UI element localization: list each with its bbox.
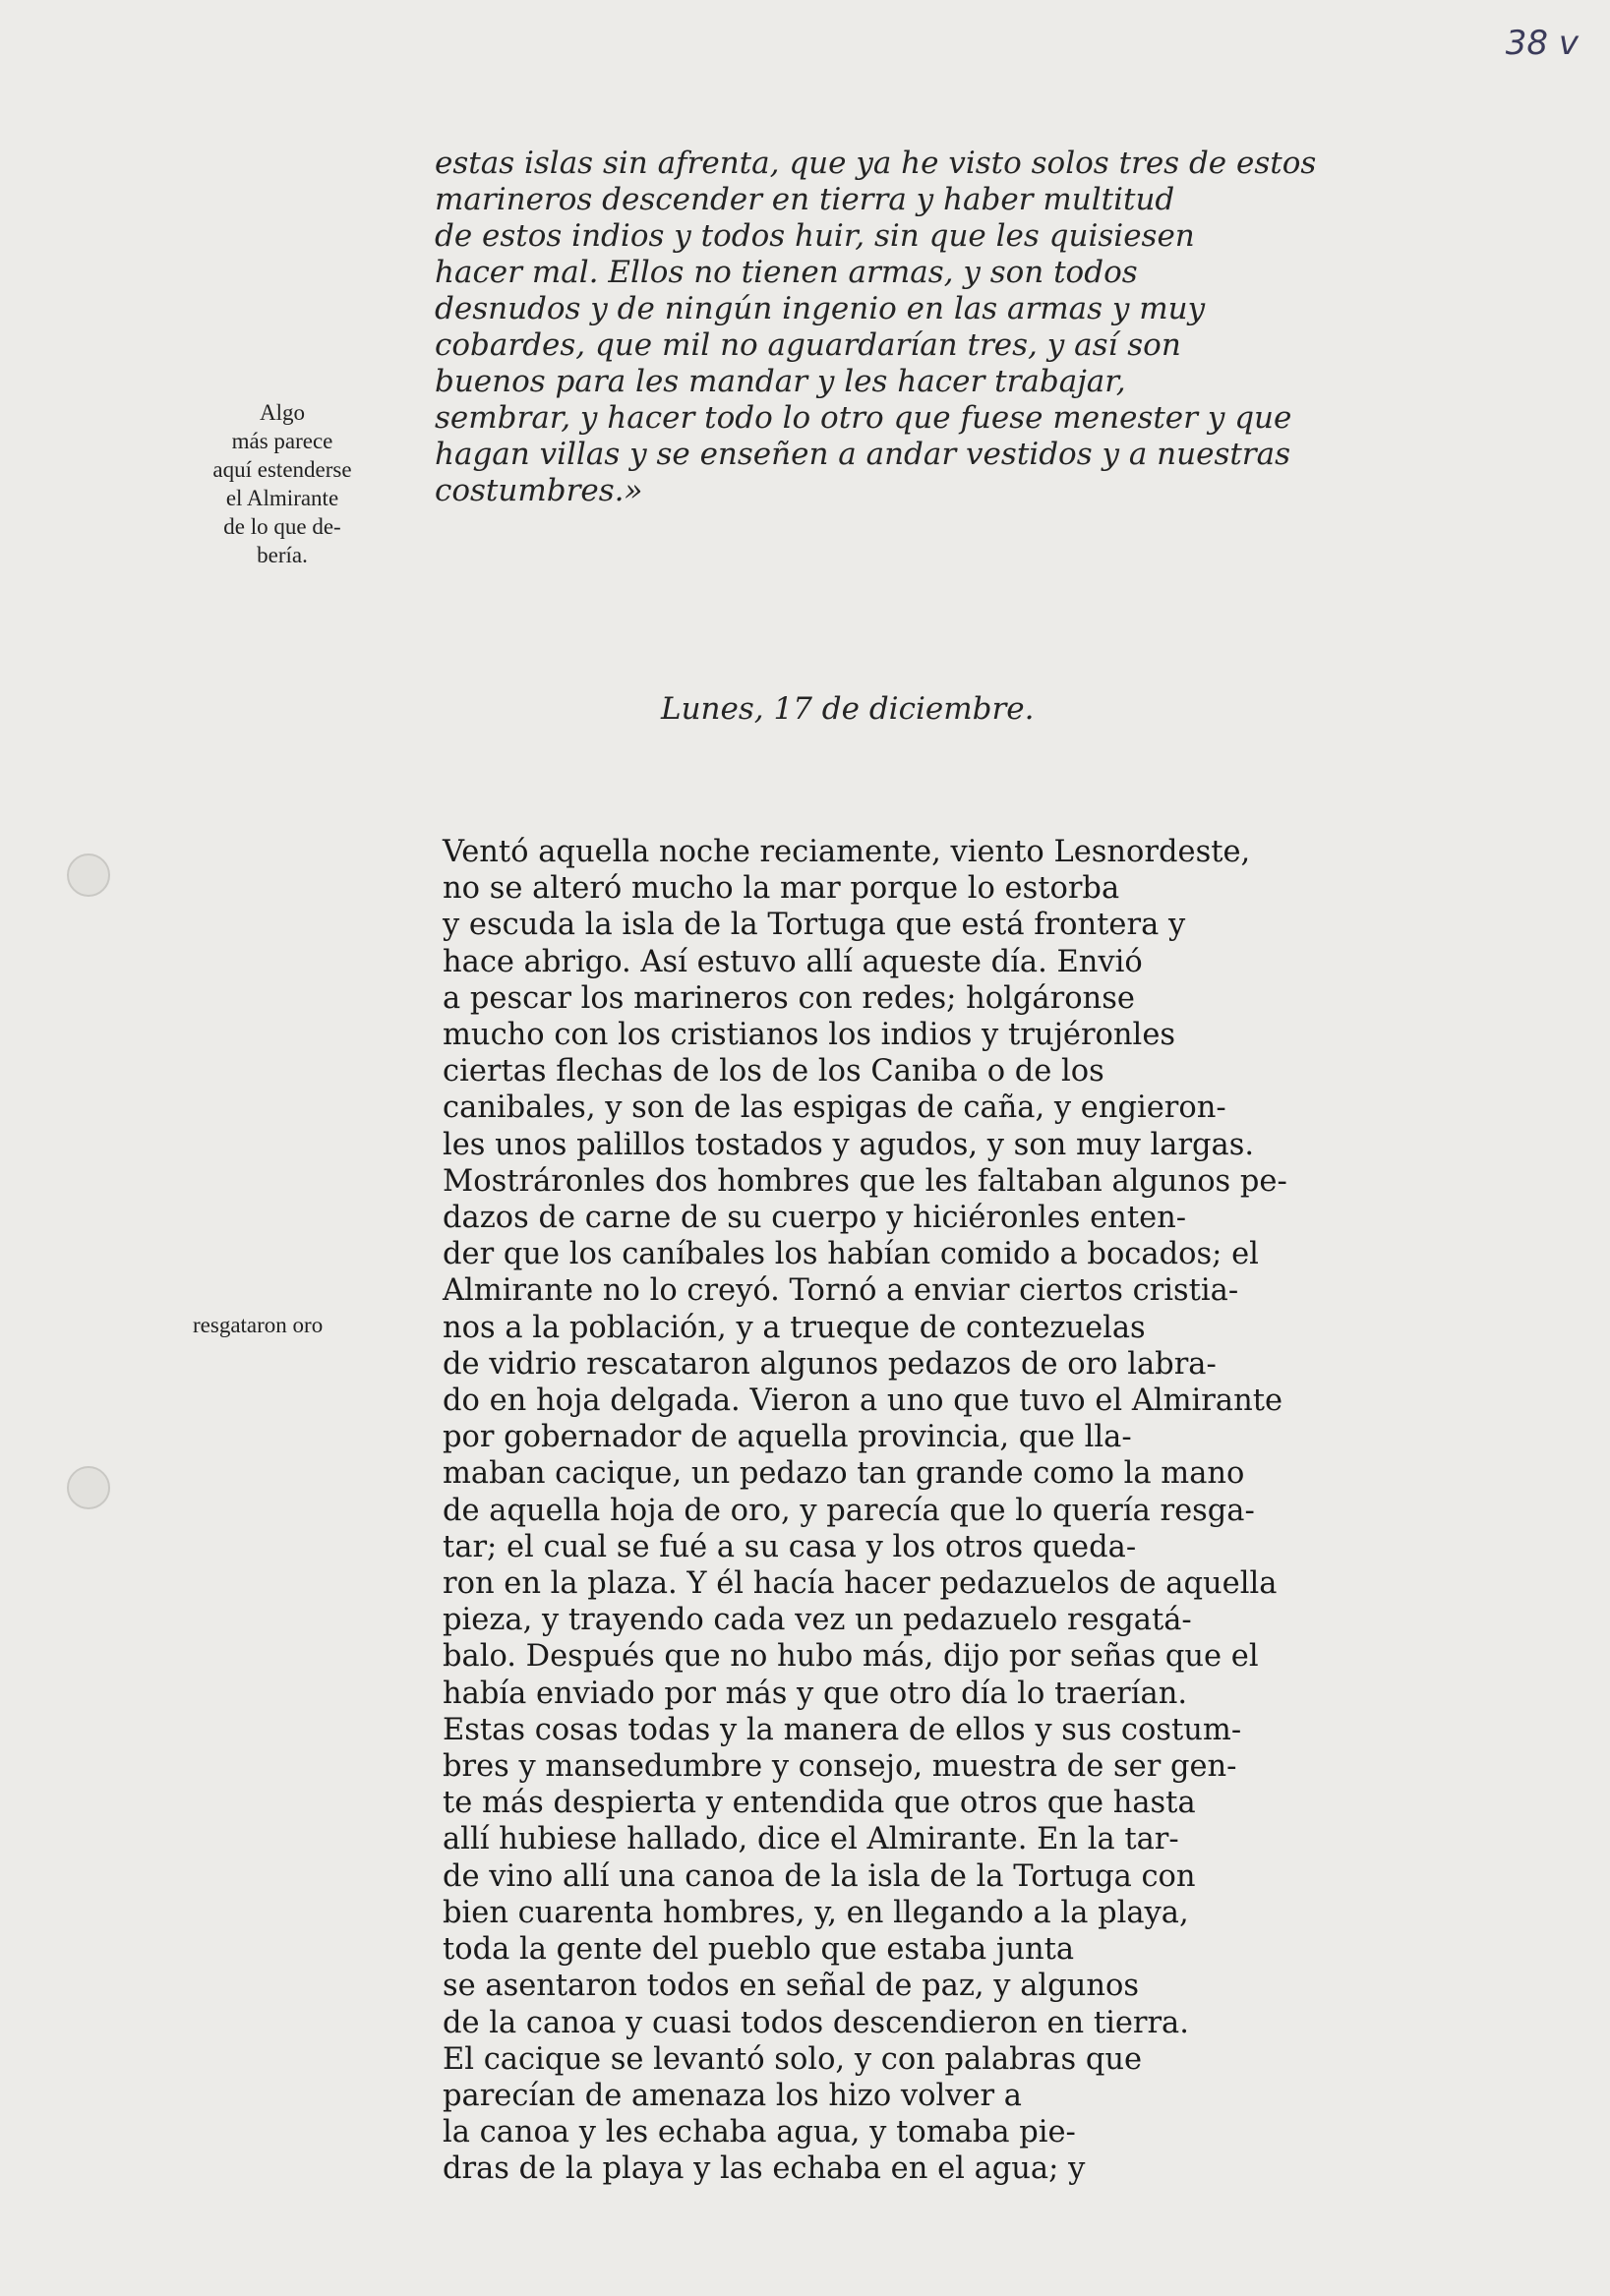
quoted-line: hacer mal. Ellos no tienen armas, y son todos [435, 255, 1138, 290]
margin-note-gold: resgataron oro [193, 1313, 324, 1337]
body-line: Mostráronles dos hombres que les faltaban algunos pe- [443, 1163, 1287, 1199]
body-line: pieza, y trayendo cada vez un pedazuelo resgatá- [443, 1603, 1192, 1638]
body-line: bien cuarenta hombres, y, en llegando a la playa, [443, 1895, 1189, 1930]
margin-note-line: el Almirante [225, 486, 339, 510]
body-line: y escuda la isla de la Tortuga que está frontera y [443, 908, 1186, 943]
body-line: de la canoa y cuasi todos descendieron en tierra. [443, 2005, 1189, 2040]
body-line: El cacique se levantó solo, y con palabras que [443, 2041, 1143, 2077]
quoted-line: de estos indios y todos huir, sin que les quisiesen [435, 218, 1195, 254]
body-line: toda la gente del pueblo que estaba junta [443, 1932, 1075, 1968]
quoted-passage [435, 146, 1418, 509]
body-line: allí hubiese hallado, dice el Almirante. En la tar- [443, 1822, 1179, 1857]
body-line: hace abrigo. Así estuvo allí aqueste día. Envió [443, 944, 1143, 979]
body-line: a pescar los marineros con redes; holgáronse [443, 980, 1135, 1016]
body-line: nos a la población, y a trueque de contezuelas [443, 1310, 1146, 1345]
margin-note-critique [179, 398, 386, 569]
margin-note-line: aquí estenderse [212, 457, 352, 482]
body-line: Ventó aquella noche reciamente, viento Lesnordeste, [443, 835, 1251, 869]
body-line: la canoa y les echaba agua, y tomaba pie- [443, 2115, 1076, 2150]
body-line: tar; el cual se fué a su casa y los otros queda- [443, 1529, 1137, 1564]
punch-hole-bottom [67, 1466, 110, 1509]
quoted-line: cobardes, que mil no aguardarían tres, y así son [435, 327, 1181, 363]
body-line: se asentaron todos en señal de paz, y algunos [443, 1969, 1139, 2004]
body-line: canibales, y son de las espigas de caña, y engieron- [443, 1090, 1226, 1126]
body-line: mucho con los cristianos los indios y trujéronles [443, 1018, 1176, 1053]
margin-note-line: de lo que de- [223, 514, 341, 539]
quoted-line: buenos para les mandar y les hacer trabajar, [435, 364, 1126, 399]
body-line: te más despierta y entendida que otros que hasta [443, 1786, 1196, 1821]
body-line: maban cacique, un pedazo tan grande como la mano [443, 1456, 1245, 1492]
quoted-line: hagan villas y se enseñen a andar vestidos y a nuestras [435, 437, 1291, 472]
body-line: había enviado por más y que otro día lo traerían. [443, 1676, 1188, 1711]
body-line: der que los caníbales los habían comido a bocados; el [443, 1237, 1259, 1272]
body-line: de vino allí una canoa de la isla de la Tortuga con [443, 1858, 1196, 1894]
body-line: ciertas flechas de los de los Caniba o de los [443, 1054, 1104, 1089]
body-line: dazos de carne de su cuerpo y hiciéronles enten- [443, 1201, 1187, 1236]
page-number: 38 v [1505, 24, 1579, 63]
body-line: ron en la plaza. Y él hacía hacer pedazuelos de aquella [443, 1566, 1278, 1602]
quoted-line: sembrar, y hacer todo lo otro que fuese menester y que [435, 400, 1292, 436]
quoted-line: desnudos y de ningún ingenio en las armas y muy [435, 291, 1206, 326]
margin-note-line: bería. [257, 543, 308, 567]
body-line: dras de la playa y las echaba en el agua; y [443, 2151, 1086, 2187]
body-line: les unos palillos tostados y agudos, y son muy largas. [443, 1127, 1255, 1162]
body-line: Almirante no lo creyó. Tornó a enviar ciertos cristia- [443, 1273, 1239, 1309]
body-line: bres y mansedumbre y consejo, muestra de ser gen- [443, 1749, 1237, 1785]
margin-note-line: Algo [260, 400, 305, 425]
body-line: no se alteró mucho la mar porque lo estorba [443, 871, 1120, 907]
body-line: parecían de amenaza los hizo volver a [443, 2078, 1022, 2113]
body-line: balo. Después que no hubo más, dijo por señas que el [443, 1639, 1259, 1675]
diary-entry-body [443, 834, 1426, 2188]
body-line: do en hoja delgada. Vieron a uno que tuvo el Almirante [443, 1383, 1283, 1419]
quoted-line: marineros descender en tierra y haber multitud [435, 182, 1175, 217]
margin-note-line: más parece [231, 429, 333, 453]
body-line: de vidrio rescataron algunos pedazos de oro labra- [443, 1346, 1217, 1382]
body-line: Estas cosas todas y la manera de ellos y sus costum- [443, 1712, 1242, 1747]
body-line: por gobernador de aquella provincia, que lla- [443, 1420, 1132, 1455]
quoted-line: costumbres.» [435, 473, 643, 508]
entry-date-heading: Lunes, 17 de diciembre. [661, 691, 1035, 727]
quoted-line: estas islas sin afrenta, que ya he visto solos tres de estos [435, 146, 1317, 181]
body-line: de aquella hoja de oro, y parecía que lo quería resga- [443, 1493, 1255, 1528]
punch-hole-top [67, 854, 110, 897]
